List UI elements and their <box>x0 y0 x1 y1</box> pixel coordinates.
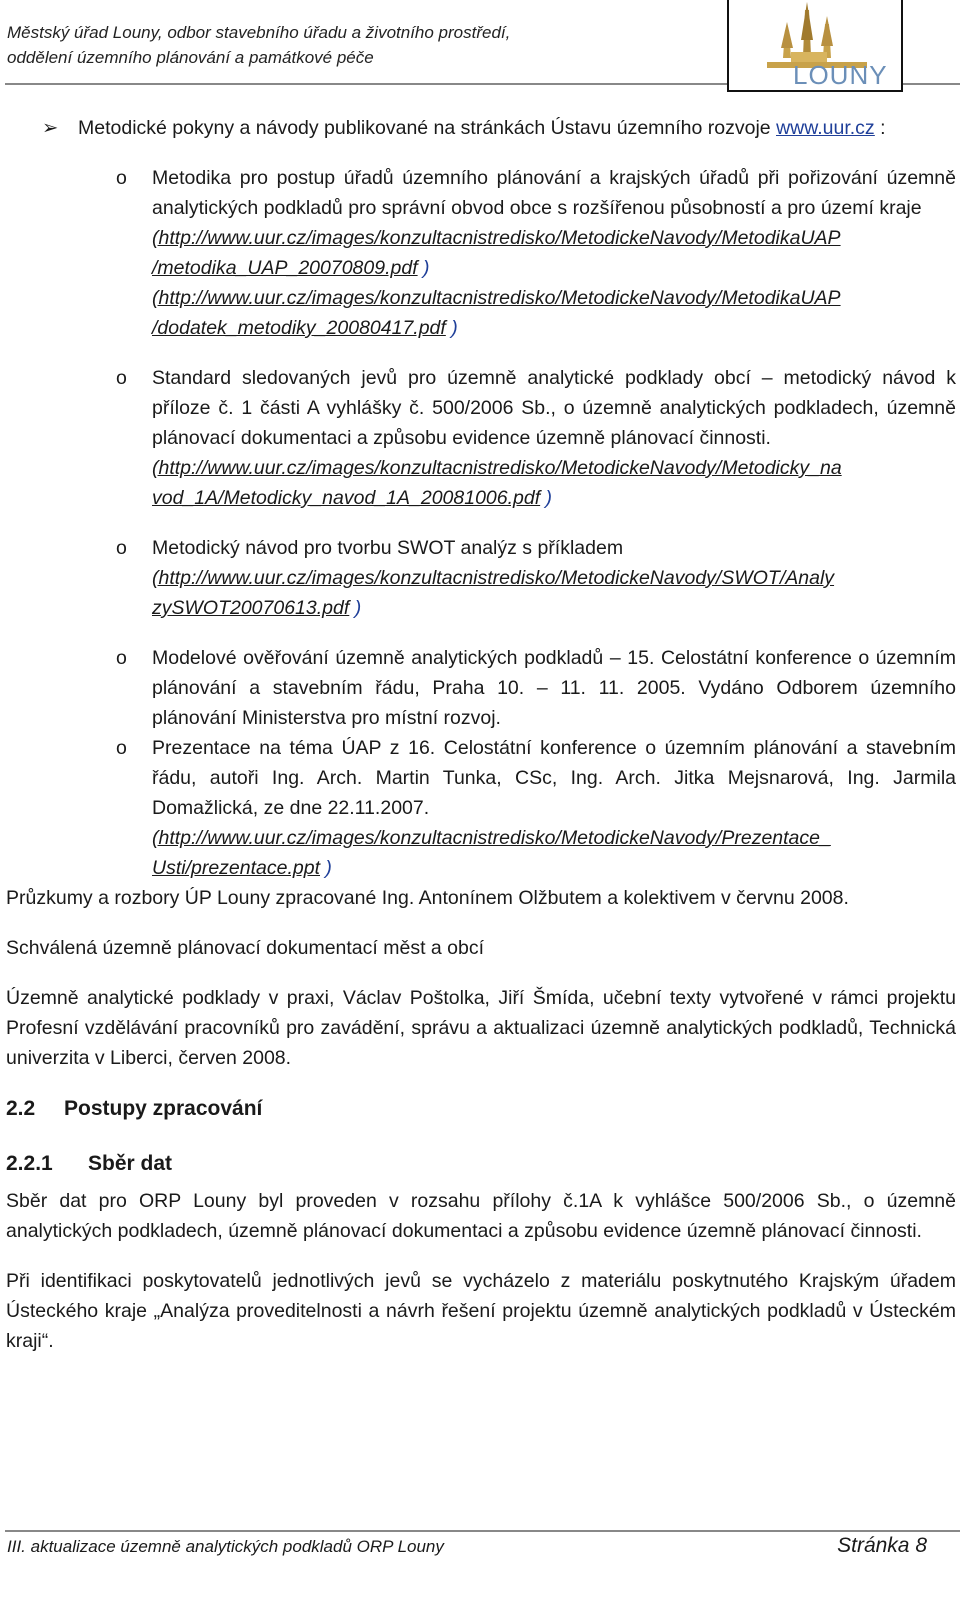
paragraph-schvalena: Schválená územně plánovací dokumentací měst a obcí <box>6 937 485 959</box>
list-item-prezentace <box>6 733 956 883</box>
list-item-modelove <box>6 643 956 733</box>
header-line-2: oddělení územního plánování a památkové péče <box>7 48 374 67</box>
footer-divider <box>5 1530 960 1532</box>
louny-logo <box>727 0 903 92</box>
item-url-block-2: (http://www.uur.cz/images/konzultacnistredisko/MetodickeNavody/MetodikaUAP /dodatek_metodiky_20080417.pdf ) <box>152 287 841 339</box>
prezentace-url-link[interactable]: (http://www.uur.cz/images/konzultacnistredisko/MetodickeNavody/Prezentace_ Usti/prezentace.ppt <box>152 827 831 879</box>
bullet-text: Metodické pokyny a návody publikované na stránkách Ústavu územního rozvoje <box>78 117 771 139</box>
heading-title: Postupy zpracování <box>64 1097 263 1120</box>
circle-bullet-icon: o <box>116 647 127 669</box>
circle-bullet-icon: o <box>116 737 127 759</box>
item-text: Standard sledovaných jevů pro územně analytické podklady obcí – metodický návod k příloze č. 1 části A vyhlášky č. 500/2006 Sb., o územně analytických podkladech, územně plánovací dokumentaci a způsobu evidence územně plánovací činnosti. <box>152 367 956 449</box>
list-item-swot <box>6 533 956 623</box>
header-line-1: Městský úřad Louny, odbor stavebního úřadu a životního prostředí, <box>7 23 511 42</box>
standard-url-link[interactable]: (http://www.uur.cz/images/konzultacnistredisko/MetodickeNavody/Metodicky_na vod_1A/Metodicky_navod_1A_20081006.pdf <box>152 457 842 509</box>
heading-number: 2.2 <box>6 1097 36 1120</box>
header-text <box>7 20 510 70</box>
item-url-block: (http://www.uur.cz/images/konzultacnistredisko/MetodickeNavody/Prezentace_ Usti/prezentace.ppt ) <box>152 827 831 879</box>
paragraph-identifikace: Při identifikaci poskytovatelů jednotlivých jevů se vycházelo z materiálu poskytnutého Krajským úřadem Ústeckého kraje „Analýza proveditelnosti a návrh řešení projektu územně analytických podkladů v Ústeckém kraji“. <box>6 1270 956 1352</box>
logo-wordmark: LOUNY <box>793 60 888 90</box>
item-url-block: (http://www.uur.cz/images/konzultacnistredisko/MetodickeNavody/Metodicky_na vod_1A/Metodicky_navod_1A_20081006.pdf ) <box>152 457 842 509</box>
list-item-metodika <box>6 163 956 343</box>
arrow-bullet-icon: ➢ <box>42 117 59 139</box>
item-url-block: (http://www.uur.cz/images/konzultacnistredisko/MetodickeNavody/SWOT/Analy zySWOT20070613.pdf ) <box>152 567 835 619</box>
list-item-standard <box>6 363 956 513</box>
footer-title: III. aktualizace územně analytických podkladů ORP Louny <box>7 1537 444 1556</box>
item-url-block-1: (http://www.uur.cz/images/konzultacnistredisko/MetodickeNavody/MetodikaUAP /metodika_UAP_20070809.pdf ) <box>152 227 841 279</box>
circle-bullet-icon: o <box>116 537 127 559</box>
heading-title: Sběr dat <box>88 1152 173 1175</box>
paragraph-pruzkumy: Průzkumy a rozbory ÚP Louny zpracované Ing. Antonínem Olžbutem a kolektivem v červnu 2008. <box>6 887 849 909</box>
item-text: Metodický návod pro tvorbu SWOT analýz s příkladem <box>152 537 624 559</box>
metodika-url-link[interactable]: (http://www.uur.cz/images/konzultacnistredisko/MetodickeNavody/MetodikaUAP /metodika_UAP_20070809.pdf <box>152 227 841 279</box>
heading-number: 2.2.1 <box>6 1152 53 1175</box>
section-heading-2-2 <box>6 1095 956 1123</box>
circle-bullet-icon: o <box>116 367 127 389</box>
item-text: Metodika pro postup úřadů územního plánování a krajských úřadů při pořizování územně analytických podkladů pro správní obvod obce s rozšířenou působností a pro území kraje <box>152 167 956 219</box>
item-text: Modelové ověřování územně analytických podkladů – 15. Celostátní konference o územním plánování a stavebním řádu, Praha 10. – 11. 11. 2005. Vydáno Odborem územního plánování Ministerstva pro místní rozvoj. <box>152 647 956 729</box>
item-text: Prezentace na téma ÚAP z 16. Celostátní konference o územním plánování a stavebním řádu, autoři Ing. Arch. Martin Tunka, CSc, Ing. Arch. Jitka Mejsnarová, Ing. Jarmila Domažlická, ze dne 22.11.2007. <box>152 737 956 819</box>
dodatek-url-link[interactable]: (http://www.uur.cz/images/konzultacnistredisko/MetodickeNavody/MetodikaUAP /dodatek_metodiky_20080417.pdf <box>152 287 841 339</box>
louny-logo-icon <box>729 0 901 92</box>
swot-url-link[interactable]: (http://www.uur.cz/images/konzultacnistredisko/MetodickeNavody/SWOT/Analy zySWOT20070613.pdf <box>152 567 835 619</box>
paragraph-uap-v-praxi: Územně analytické podklady v praxi, Václav Poštolka, Jiří Šmída, učební texty vytvořené v rámci projektu Profesní vzdělávání pracovníků pro zavádění, správu a aktualizaci územně analytických podkladů, Technická univerzita v Liberci, červen 2008. <box>6 987 956 1069</box>
page-footer <box>7 1534 927 1557</box>
section-heading-2-2-1 <box>6 1150 956 1178</box>
page-header <box>0 0 960 90</box>
page-body <box>6 113 956 1356</box>
paragraph-sber-dat: Sběr dat pro ORP Louny byl proveden v rozsahu přílohy č.1A k vyhlášce 500/2006 Sb., o územně analytických podkladech, územně plánovací dokumentaci a způsobu evidence územně plánovací činnosti. <box>6 1190 956 1242</box>
list-item-metodicke-pokyny: ➢ Metodické pokyny a návody publikované na stránkách Ústavu územního rozvoje www.uur.cz : <box>6 113 956 143</box>
page-number: Stránka 8 <box>837 1534 927 1557</box>
circle-bullet-icon: o <box>116 167 127 189</box>
uur-link[interactable]: www.uur.cz <box>776 117 875 139</box>
